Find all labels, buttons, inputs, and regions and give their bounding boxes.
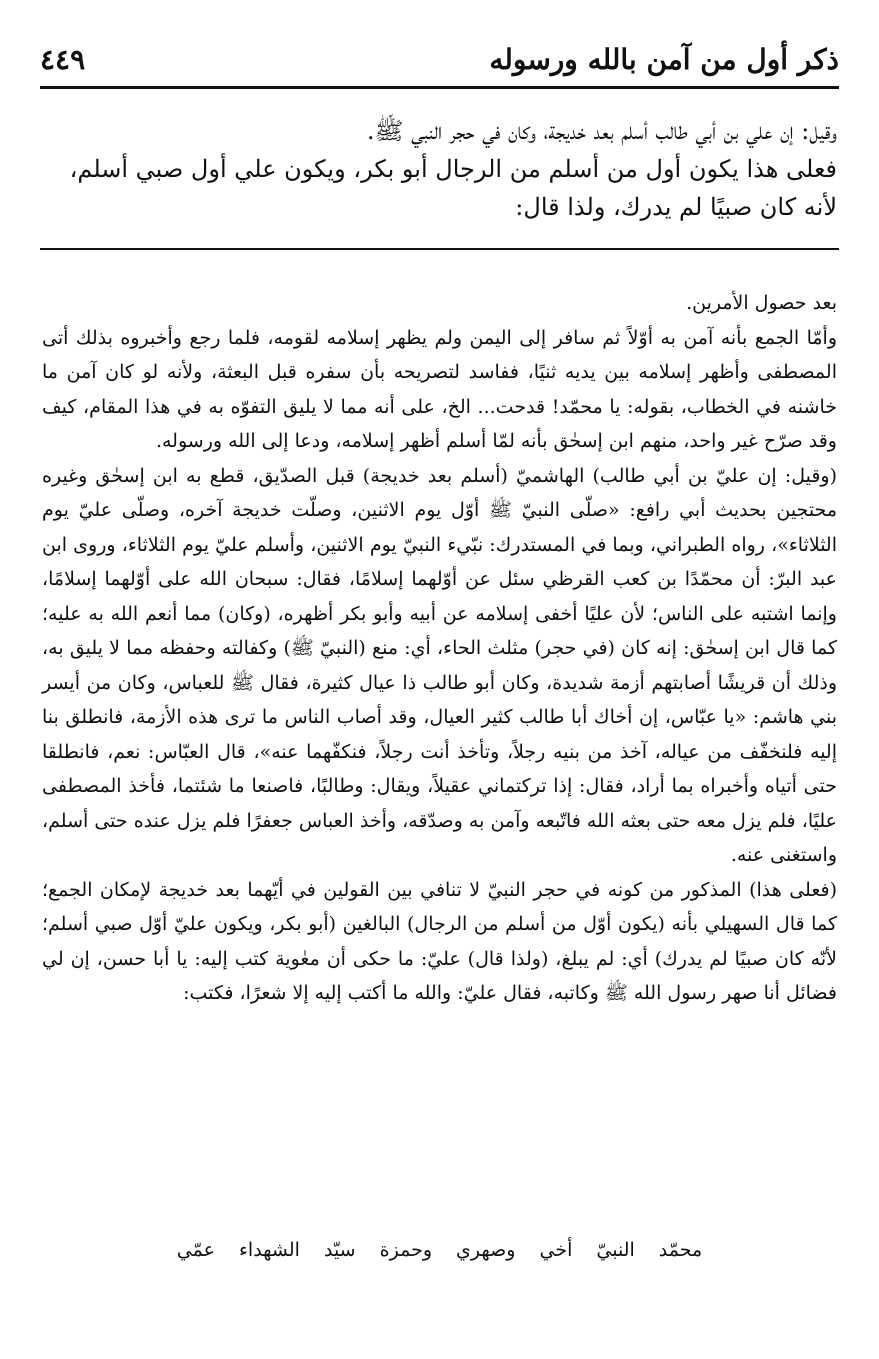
matn-text <box>42 112 837 226</box>
matn-line: لأنه كان صبيًا لم يدرك، ولذا قال: <box>515 193 837 221</box>
header-rule <box>40 86 839 89</box>
running-title: ذكر أول من آمن بالله ورسوله <box>489 43 839 76</box>
matn-line: فعلى هذا يكون أول من أسلم من الرجال أبو بكر، ويكون علي أول صبي أسلم، <box>69 155 837 183</box>
matn-divider <box>40 248 839 250</box>
poem-verse: محمّد النبيّ أخي وصهري وحمزة سيّد الشهداء عمّي <box>176 1239 703 1261</box>
page-header <box>40 40 839 80</box>
sharh-text <box>42 286 837 1011</box>
sharh-paragraph: وأمّا الجمع بأنه آمن به أوّلاً ثم سافر إلى اليمن ولم يظهر إسلامه لقومه، فلما رجع وأخبروه بذلك أتى المصطفى وأظهر إسلامه بين يديه ثنيًا، ففاسد لتصريحه بأن سفره قبل البعثة، ولأنه لو كان آمن ما خاشنه في الخطاب، بقوله: يا محمّد! قدحت... الخ، على أنه مما لا يليق التفوّه به في هذا المقام، كيف وقد صرّح غير واحد، منهم ابن إسحٰق بأنه لمّا أسلم أظهر إسلامه، ودعا إلى الله ورسوله. <box>42 326 837 452</box>
matn-line: وقيل: إن علي بن أبي طالب أسلم بعد خديجة، وكان في حجر النبي ﷺ. <box>366 117 837 145</box>
sharh-paragraph: (فعلى هذا) المذكور من كونه في حجر النبيّ لا تنافي بين القولين في أيّهما بعد خديجة لإمكان الجمع؛ كما قال السهيلي بأنه (يكون أوّل من أسلم من الرجال) البالغين (أبو بكر، ويكون عليّ أوّل صبي أسلم؛ لأنّه كان صبيًا لم يدرك) أي: لم يبلغ، (ولذا قال) عليّ: ما حكى أن معٰوية كتب إليه: يا أبا حسن، إن لي فضائل أنا صهر رسول الله ﷺ وكاتبه، فقال عليّ: والله ما أكتب إليه إلا شعرًا، فكتب: <box>42 878 837 1004</box>
sharh-paragraph: بعد حصول الأمرين. <box>686 292 837 314</box>
page-number: ٤٤٩ <box>40 43 86 76</box>
sharh-paragraph: (وقيل: إن عليّ بن أبي طالب) الهاشميّ (أسلم بعد خديجة) قبل الصدّيق، قطع به ابن إسحٰق وغيره محتجين بحديث أبي رافع: «صلّى النبيّ ﷺ أوّل يوم الاثنين، وصلّت خديجة آخره، وصلّى عليّ يوم الثلاثاء»، رواه الطبراني، وبما في المستدرك: نبّيء النبيّ يوم الاثنين، وأسلم عليّ يوم الثلاثاء، وروى ابن عبد البرّ: أن محمّدًا بن كعب القرظي سئل عن أوّلهما إسلامًا، فقال: سبحان الله على أوّلهما إسلامًا، وإنما اشتبه على الناس؛ لأن عليًا أخفى إسلامه عن أبيه وأبو بكر أظهره، (وكان) مما أنعم الله به عليه؛ كما قال ابن إسحٰق: إنه كان (في حجر) مثلث الحاء، أي: منع (النبيّ ﷺ) وكفالته وحفظه مما لا يليق به، وذلك أن قريشًا أصابتهم أزمة شديدة، وكان أبو طالب ذا عيال كثيرة، فقال ﷺ للعباس، وكان من أيسر بني هاشم: «يا عبّاس، إن أخاك أبا طالب كثير العيال، وقد أصاب الناس ما ترى هذه الأزمة، فانطلق بنا إليه فلنخفّف من عياله، آخذ من بنيه رجلاً، وتأخذ أنت رجلاً، فنكفّهما عنه»، قال العبّاس: نعم، فانطلقا حتى أتياه وأخبراه بما أراد، فقال: إذا تركتماني عقيلاً، ويقال: وطالبًا، فاصنعا ما شئتما، فأخذ المصطفى عليًا، فلم يزل معه حتى بعثه الله فاتّبعه وآمن به وصدّقه، وأخذ العباس جعفرًا فلم يزل عنده حتى أسلم، واستغنى عنه. <box>42 464 837 866</box>
